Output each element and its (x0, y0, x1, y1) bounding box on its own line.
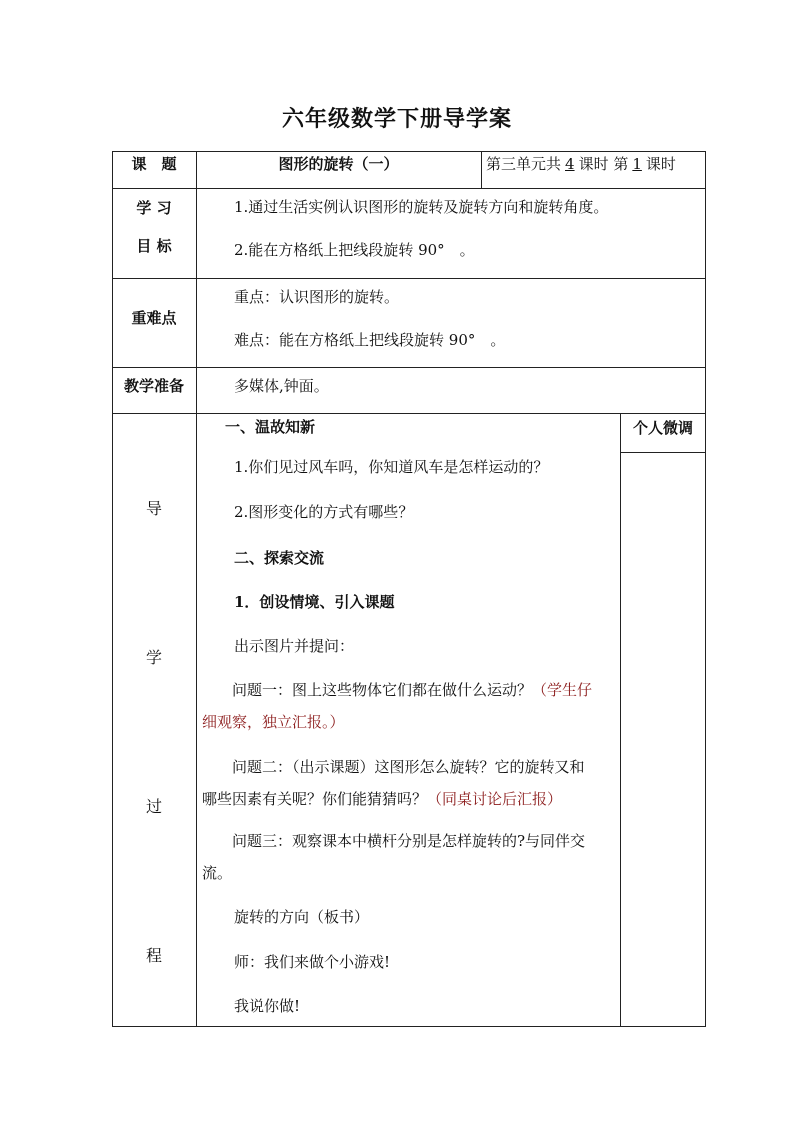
table-border-right (705, 151, 706, 1027)
unit-prefix: 第三单元共 (486, 155, 562, 173)
objectives-label-line2: 目 标 (136, 237, 172, 255)
question-one-text: 问题一：图上这些物体它们都在做什么运动？ (232, 681, 533, 699)
topic-label: 课 题 (131, 155, 177, 173)
key-points-label: 重难点 (131, 309, 177, 327)
table-border-top (112, 151, 706, 152)
difficult-point-item: 难点：能在方格纸上把线段旋转 90° 。 (234, 331, 506, 349)
objective-item-1: 1.通过生活实例认识图形的旋转及旋转方向和旋转角度。 (234, 198, 609, 216)
review-question-2: 2.图形变化的方式有哪些？ (234, 503, 414, 521)
row-divider (112, 188, 706, 189)
row-divider (112, 278, 706, 279)
lesson-schedule (486, 154, 676, 174)
question-two-text: 问题二：（出示课题）这图形怎么旋转？它的旋转又和 (232, 758, 585, 776)
section-explore-title: 二、探索交流 (234, 549, 325, 567)
game-instruction-text: 我说你做! (234, 997, 301, 1015)
row-divider (112, 413, 706, 414)
question-two-text-cont: 哪些因素有关呢？你们能猜猜吗？ (202, 790, 428, 808)
personal-adjust-header: 个人微调 (632, 419, 693, 437)
topic-value: 图形的旋转（一） (278, 155, 399, 173)
process-label-char: 程 (145, 946, 162, 965)
lesson-suffix: 课时 (645, 155, 676, 173)
question-three-paragraph (202, 825, 614, 889)
row-divider (112, 367, 706, 368)
question-one-note-cont: 细观察，独立汇报。） (202, 713, 345, 731)
document-title: 六年级数学下册导学案 (281, 106, 512, 132)
question-three-text-cont: 流。 (202, 864, 233, 882)
question-two-note: （同桌讨论后汇报） (427, 790, 563, 808)
table-border-bottom (112, 1026, 706, 1027)
lesson-mid-text: 课时 第 (578, 155, 629, 173)
side-header-divider (620, 452, 706, 453)
question-two-paragraph (202, 751, 614, 815)
teacher-game-text: 师：我们来做个小游戏! (234, 953, 391, 971)
objectives-label-line1: 学 习 (136, 199, 172, 217)
process-label-char: 学 (145, 648, 162, 667)
subsection-intro-title: 1．创设情境、引入课题 (234, 593, 395, 611)
prep-label: 教学准备 (123, 377, 184, 395)
rotation-direction-text: 旋转的方向（板书） (234, 908, 370, 926)
lesson-plan-table (112, 151, 706, 1027)
prep-value: 多媒体,钟面。 (234, 377, 329, 395)
lesson-number: 1 (632, 155, 642, 173)
show-picture-text: 出示图片并提问： (234, 637, 355, 655)
process-label-char: 导 (145, 499, 162, 518)
review-question-1: 1.你们见过风车吗，你知道风车是怎样运动的？ (234, 458, 549, 476)
side-column-divider (620, 413, 621, 1027)
question-one-note: （学生仔 (532, 681, 593, 699)
section-review-title: 一、温故知新 (225, 418, 316, 436)
header-column-divider (481, 151, 482, 188)
process-label-char: 过 (145, 797, 162, 816)
objective-item-2: 2.能在方格纸上把线段旋转 90° 。 (234, 241, 475, 259)
question-three-text: 问题三：观察课本中横杆分别是怎样旋转的?与同伴交 (232, 832, 586, 850)
total-lessons: 4 (565, 155, 575, 173)
key-point-item: 重点：认识图形的旋转。 (234, 288, 400, 306)
question-one-paragraph (202, 674, 614, 738)
label-column-divider (196, 151, 197, 1027)
table-border-left (112, 151, 113, 1027)
